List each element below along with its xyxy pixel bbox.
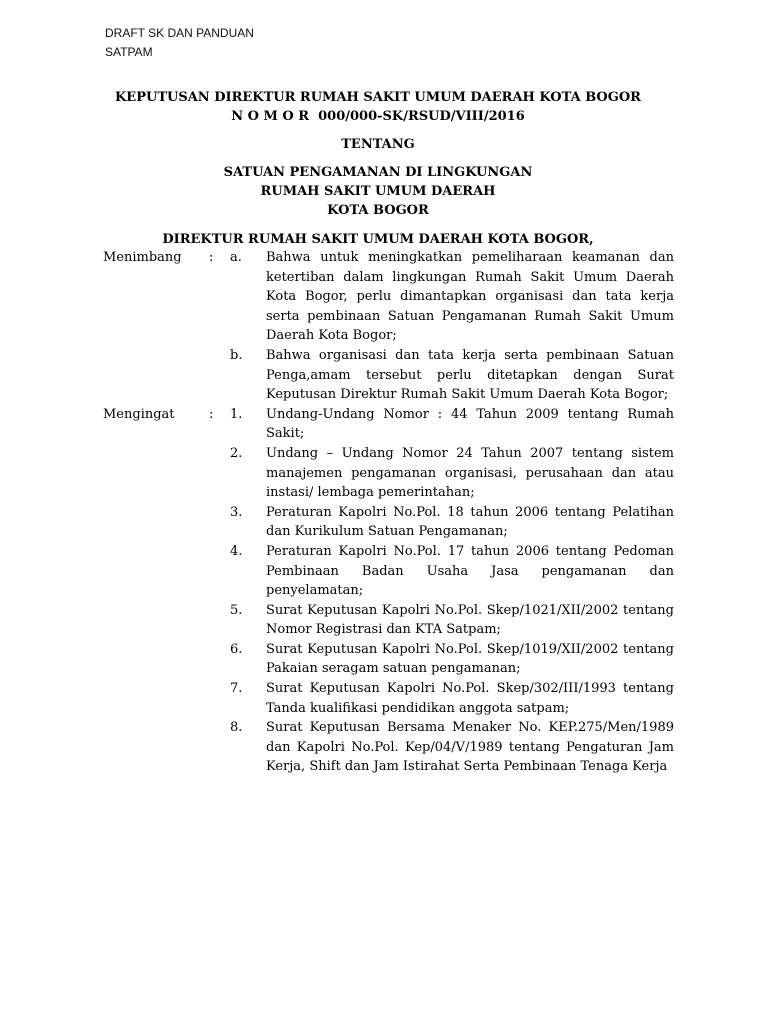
mengingat-item xyxy=(0,679,768,718)
menimbang-label: Menimbang xyxy=(103,250,182,265)
mengingat-item xyxy=(0,405,768,444)
item-text: Surat Keputusan Bersama Menaker No. KEP.275/Men/1989 dan Kapolri No.Pol. Kep/04/V/1989 tentang Pengaturan Jam Kerja, Shift dan Jam Istirahat Serta Pembinaan Tenaga Kerja xyxy=(266,720,674,775)
decree-title-block xyxy=(60,88,696,249)
draft-header-line-1: DRAFT SK DAN PANDUAN xyxy=(105,26,254,40)
menimbang-colon: : xyxy=(209,250,214,265)
item-text: Surat Keputusan Kapolri No.Pol. Skep/1021/XII/2002 tentang Nomor Registrasi dan KTA Satpam; xyxy=(266,602,674,638)
item-text: Surat Keputusan Kapolri No.Pol. Skep/302/III/1993 tentang Tanda kualifikasi pendidikan anggota satpam; xyxy=(266,681,674,716)
decree-number-text: N O M O R 000/000-SK/RSUD/VIII/2016 xyxy=(231,109,525,124)
menimbang-item xyxy=(0,346,768,405)
item-marker: 7. xyxy=(230,681,243,697)
item-marker: 5. xyxy=(230,602,243,618)
item-marker: 2. xyxy=(230,445,243,461)
decree-number xyxy=(60,107,696,126)
item-marker: 3. xyxy=(230,504,243,520)
subject-line-3: KOTA BOGOR xyxy=(327,203,429,218)
draft-header-note xyxy=(105,24,254,62)
menimbang-item xyxy=(0,248,768,346)
mengingat-colon: : xyxy=(209,406,214,422)
item-text: Peraturan Kapolri No.Pol. 18 tahun 2006 tentang Pelatihan dan Kurikulum Satuan Pengamanan; xyxy=(266,504,674,540)
director-heading: DIREKTUR RUMAH SAKIT UMUM DAERAH KOTA BOGOR, xyxy=(162,232,594,247)
subject-line-1: SATUAN PENGAMANAN DI LINGKUNGAN xyxy=(223,165,533,180)
mengingat-item xyxy=(0,503,768,542)
tentang-heading: TENTANG xyxy=(341,137,415,152)
mengingat-item xyxy=(0,542,768,601)
item-text: Undang-Undang Nomor : 44 Tahun 2009 tentang Rumah Sakit; xyxy=(266,406,674,442)
item-text: Peraturan Kapolri No.Pol. 17 tahun 2006 tentang Pedoman Pembinaan Badan Usaha Jasa pengamanan dan penyelamatan; xyxy=(266,543,674,599)
item-text: Undang – Undang Nomor 24 Tahun 2007 tentang sistem manajemen pengamanan organisasi, perusahaan dan atau instasi/ lembaga pemerintahan; xyxy=(266,445,674,501)
item-marker: 8. xyxy=(230,720,243,736)
subject-line-2: RUMAH SAKIT UMUM DAERAH xyxy=(260,184,496,199)
menimbang-section xyxy=(0,248,768,405)
item-marker: a. xyxy=(230,250,242,265)
item-marker: b. xyxy=(230,347,243,363)
item-text: Bahwa untuk meningkatkan pemeliharaan keamanan dan ketertiban dalam lingkungan Rumah Sakit Umum Daerah Kota Bogor, perlu dimantapkan organisasi dan tata kerja serta pembinaan Satuan Pengamanan Rumah Sakit Umum Daerah Kota Bogor; xyxy=(266,250,674,344)
item-text: Bahwa organisasi dan tata kerja serta pembinaan Satuan Penga,amam tersebut perlu ditetapkan dengan Surat Keputusan Direktur Rumah Sakit Umum Daerah Kota Bogor; xyxy=(266,347,674,403)
decree-title: KEPUTUSAN DIREKTUR RUMAH SAKIT UMUM DAERAH KOTA BOGOR xyxy=(115,90,641,105)
mengingat-item xyxy=(0,718,768,777)
item-marker: 6. xyxy=(230,641,243,657)
mengingat-item xyxy=(0,601,768,640)
mengingat-item xyxy=(0,444,768,503)
mengingat-label: Mengingat xyxy=(103,406,175,422)
item-marker: 4. xyxy=(230,543,243,559)
mengingat-item xyxy=(0,640,768,679)
item-text: Surat Keputusan Kapolri No.Pol. Skep/1019/XII/2002 tentang Pakaian seragam satuan pengamanan; xyxy=(266,641,674,677)
decree-body xyxy=(0,248,768,777)
item-marker: 1. xyxy=(230,406,243,422)
draft-header-line-2: SATPAM xyxy=(105,45,153,59)
mengingat-section xyxy=(0,405,768,777)
